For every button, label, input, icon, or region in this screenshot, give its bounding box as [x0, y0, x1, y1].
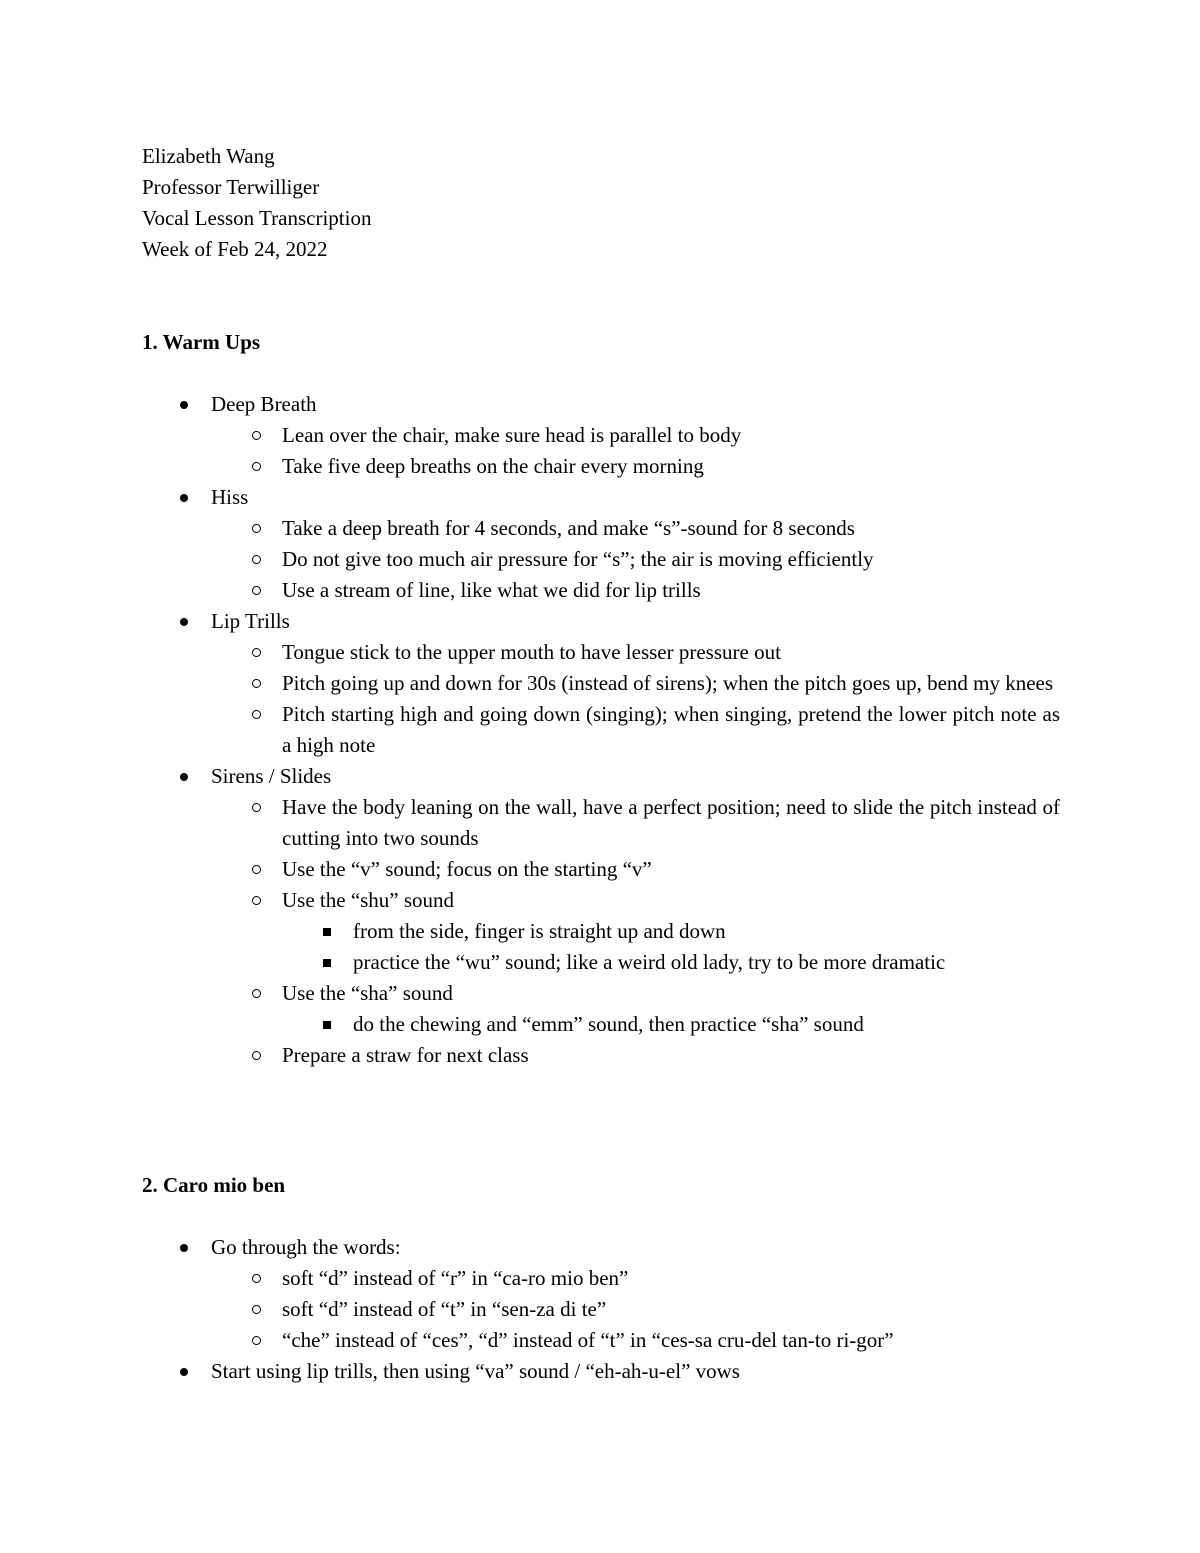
list-item: Use the “v” sound; focus on the starting “v”	[142, 854, 1060, 885]
section-heading-warm-ups: 1. Warm Ups	[142, 330, 261, 354]
circle-bullet-icon	[246, 699, 266, 730]
circle-bullet-icon	[246, 575, 266, 606]
list-item: Use a stream of line, like what we did for lip trills	[142, 575, 1060, 606]
bullet-icon	[174, 482, 194, 513]
circle-bullet-icon	[246, 792, 266, 823]
list-item: Deep Breath	[142, 389, 1060, 420]
bullet-icon	[174, 761, 194, 792]
list-item: Sirens / Slides	[142, 761, 1060, 792]
professor-name: Professor Terwilliger	[142, 175, 320, 199]
circle-bullet-icon	[246, 1294, 266, 1325]
list-item: Go through the words:	[142, 1232, 1060, 1263]
circle-bullet-icon	[246, 513, 266, 544]
list-item: Prepare a straw for next class	[142, 1040, 1060, 1071]
document-title: Vocal Lesson Transcription	[142, 206, 372, 230]
circle-bullet-icon	[246, 668, 266, 699]
document-date: Week of Feb 24, 2022	[142, 237, 328, 261]
bullet-icon	[174, 1356, 194, 1387]
circle-bullet-icon	[246, 854, 266, 885]
circle-bullet-icon	[246, 420, 266, 451]
list-item: practice the “wu” sound; like a weird old lady, try to be more dramatic	[142, 947, 1060, 978]
list-item: Use the “sha” sound	[142, 978, 1060, 1009]
list-item: soft “d” instead of “r” in “ca-ro mio ben”	[142, 1263, 1060, 1294]
list-item: Take a deep breath for 4 seconds, and make “s”-sound for 8 seconds	[142, 513, 1060, 544]
list-item: Start using lip trills, then using “va” sound / “eh-ah-u-el” vows	[142, 1356, 1060, 1387]
list-item: Tongue stick to the upper mouth to have lesser pressure out	[142, 637, 1060, 668]
circle-bullet-icon	[246, 1263, 266, 1294]
list-item: Have the body leaning on the wall, have a perfect position; need to slide the pitch instead of cutting into two sounds	[142, 792, 1060, 854]
square-bullet-icon	[317, 1009, 337, 1040]
document-header	[142, 141, 371, 265]
list-item: “che” instead of “ces”, “d” instead of “t” in “ces-sa cru-del tan-to ri-gor”	[142, 1325, 1060, 1356]
circle-bullet-icon	[246, 637, 266, 668]
student-name: Elizabeth Wang	[142, 144, 275, 168]
list-item: Take five deep breaths on the chair every morning	[142, 451, 1060, 482]
square-bullet-icon	[317, 947, 337, 978]
list-item: Lip Trills	[142, 606, 1060, 637]
caro-mio-ben-list	[142, 1232, 1060, 1387]
circle-bullet-icon	[246, 1040, 266, 1071]
list-item: Lean over the chair, make sure head is parallel to body	[142, 420, 1060, 451]
circle-bullet-icon	[246, 885, 266, 916]
list-item: Use the “shu” sound	[142, 885, 1060, 916]
circle-bullet-icon	[246, 1325, 266, 1356]
list-item: Pitch going up and down for 30s (instead of sirens); when the pitch goes up, bend my knees	[142, 668, 1060, 699]
bullet-icon	[174, 1232, 194, 1263]
circle-bullet-icon	[246, 544, 266, 575]
list-item: Pitch starting high and going down (singing); when singing, pretend the lower pitch note as a high note	[142, 699, 1060, 761]
warm-ups-list	[142, 389, 1060, 1071]
list-item: do the chewing and “emm” sound, then practice “sha” sound	[142, 1009, 1060, 1040]
section-heading-caro-mio-ben: 2. Caro mio ben	[142, 1173, 286, 1197]
bullet-icon	[174, 606, 194, 637]
circle-bullet-icon	[246, 978, 266, 1009]
bullet-icon	[174, 389, 194, 420]
circle-bullet-icon	[246, 451, 266, 482]
list-item: Do not give too much air pressure for “s”; the air is moving efficiently	[142, 544, 1060, 575]
list-item: from the side, finger is straight up and down	[142, 916, 1060, 947]
list-item: Hiss	[142, 482, 1060, 513]
square-bullet-icon	[317, 916, 337, 947]
list-item: soft “d” instead of “t” in “sen-za di te”	[142, 1294, 1060, 1325]
